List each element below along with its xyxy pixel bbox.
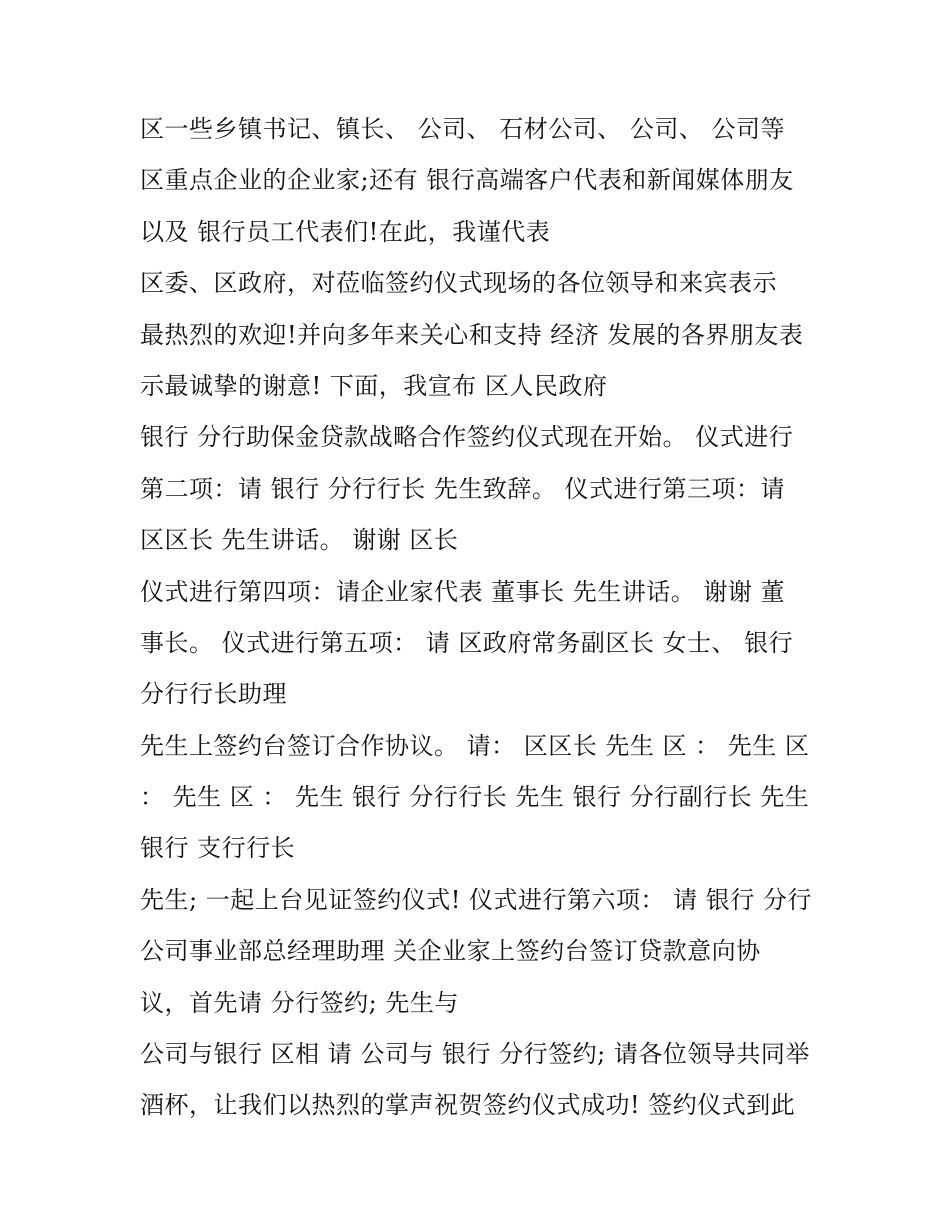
text-line: 酒杯，让我们以热烈的掌声祝贺签约仪式成功! 签约仪式到此 <box>140 1091 796 1120</box>
text-line: ： 先生 区 ： 先生 银行 分行行长 先生 银行 分行副行长 先生 <box>140 783 810 812</box>
text-line: 区重点企业的企业家;还有 银行高端客户代表和新闻媒体朋友 <box>140 166 794 195</box>
text-line: 银行 分行助保金贷款战略合作签约仪式现在开始。 仪式进行 <box>140 423 794 452</box>
text-line: 议，首先请 分行签约; 先生与 <box>140 988 459 1017</box>
text-line: 银行 支行行长 <box>140 834 296 863</box>
text-line: 事长。 仪式进行第五项： 请 区政府常务副区长 女士、 银行 <box>140 628 794 657</box>
text-line: 第二项：请 银行 分行行长 先生致辞。 仪式进行第三项：请 <box>140 474 786 503</box>
text-line: 示最诚挚的谢意! 下面，我宣布 区人民政府 <box>140 371 608 400</box>
text-line: 分行行长助理 <box>140 680 287 709</box>
text-line: 先生上签约台签订合作协议。 请： 区区长 先生 区 ： 先生 区 <box>140 731 810 760</box>
text-line: 以及 银行员工代表们!在此，我谨代表 <box>140 217 551 246</box>
text-line: 仪式进行第四项：请企业家代表 董事长 先生讲话。 谢谢 董 <box>140 577 786 606</box>
body-text <box>140 104 820 1132</box>
text-line: 区区长 先生讲话。 谢谢 区长 <box>140 526 459 555</box>
text-line: 最热烈的欢迎!并向多年来关心和支持 经济 发展的各界朋友表 <box>140 320 804 349</box>
text-line: 公司事业部总经理助理 关企业家上签约台签订贷款意向协 <box>140 937 761 966</box>
text-line: 区一些乡镇书记、镇长、 公司、 石材公司、 公司、 公司等 <box>140 115 786 143</box>
text-line: 区委、区政府，对莅临签约仪式现场的各位领导和来宾表示 <box>140 269 777 298</box>
text-line: 公司与银行 区相 请 公司与 银行 分行签约; 请各位领导共同举 <box>140 1040 810 1069</box>
text-line: 先生; 一起上台见证签约仪式! 仪式进行第六项： 请 银行 分行 <box>140 885 812 914</box>
